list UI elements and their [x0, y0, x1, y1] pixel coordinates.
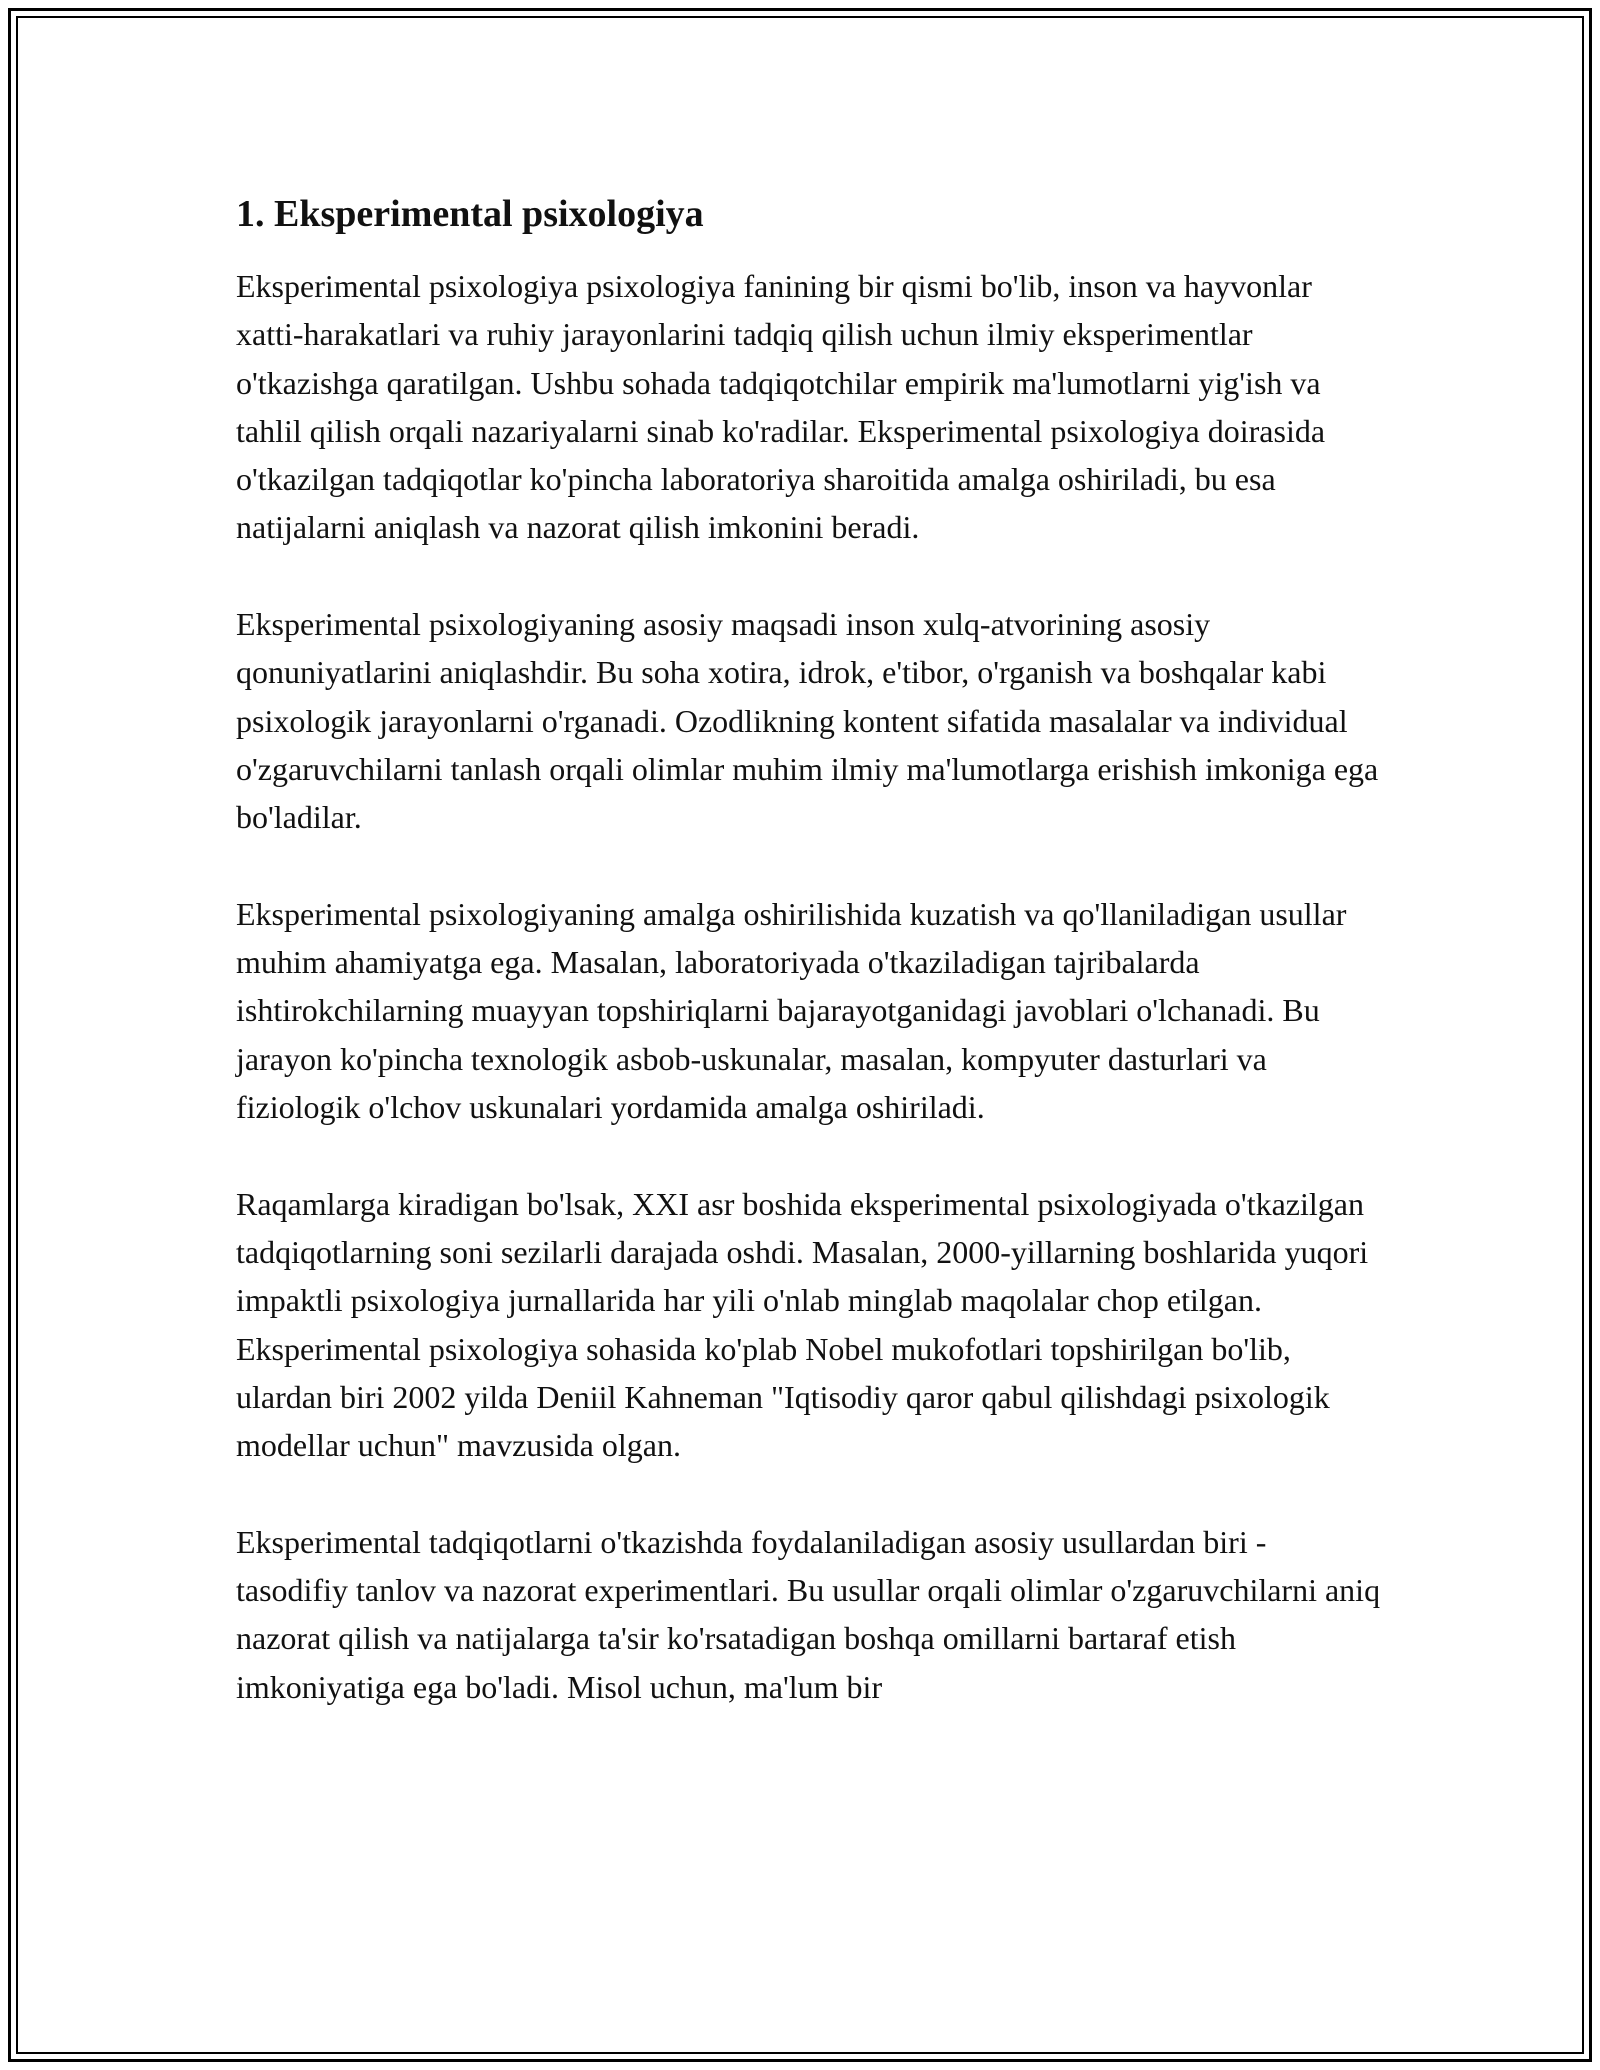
document-body: [236, 188, 1381, 1759]
paragraph-3: Eksperimental psixologiyaning amalga oshirilishida kuzatish va qo'llaniladigan usullar muhim ahamiyatga ega. Masalan, laboratoriyada o'tkaziladigan tajribalarda ishtirokchilarning muayyan topshiriqlarni bajarayotganidagi javoblari o'lchanadi. Bu jarayon ko'pincha texnologik asbob-uskunalar, masalan, kompyuter dasturlari va fiziologik o'lchov uskunalari yordamida amalga oshiriladi.: [236, 895, 1347, 1126]
section-heading: 1. Eksperimental psixologiya: [236, 193, 704, 235]
paragraph-2: Eksperimental psixologiyaning asosiy maqsadi inson xulq-atvorining asosiy qonuniyatlarini aniqlashdir. Bu soha xotira, idrok, e'tibor, o'rganish va boshqalar kabi psixologik jarayonlarni o'rganadi. Ozodlikning kontent sifatida masalalar va individual o'zgaruvchilarni tanlash orqali olimlar muhim ilmiy ma'lumotlarga erishish imkoniga ega bo'ladilar.: [236, 606, 1379, 836]
paragraph-4: Raqamlarga kiradigan bo'lsak, XXI asr boshida eksperimental psixologiyada o'tkazilgan tadqiqotlarning soni sezilarli darajada oshdi. Masalan, 2000-yillarning boshlarida yuqori impaktli psixologiya jurnallarida har yili o'nlab minglab maqolalar chop etilgan. Eksperimental psixologiya sohasida ko'plab Nobel mukofotlari topshirilgan bo'lib, ulardan biri 2002 yilda Deniil Kahneman "Iqtisodiy qaror qabul qilishdagi psixologik modellar uchun" mavzusida olgan.: [236, 1185, 1369, 1464]
paragraph-5: Eksperimental tadqiqotlarni o'tkazishda foydalaniladigan asosiy usullardan biri - tasodifiy tanlov va nazorat experimentlari. Bu usullar orqali olimlar o'zgaruvchilarni aniq nazorat qilish va natijalarga ta'sir ko'rsatadigan boshqa omillarni bartaraf etish imkoniyatiga ega bo'ladi. Misol uchun, ma'lum bir: [236, 1523, 1381, 1705]
paragraph-1: Eksperimental psixologiya psixologiya fanining bir qismi bo'lib, inson va hayvonlar xatti-harakatlari va ruhiy jarayonlarini tadqiq qilish uchun ilmiy eksperimentlar o'tkazishga qaratilgan. Ushbu sohada tadqiqotchilar empirik ma'lumotlarni yig'ish va tahlil qilish orqali nazariyalarni sinab ko'radilar. Eksperimental psixologiya doirasida o'tkazilgan tadqiqotlar ko'pincha laboratoriya sharoitida amalga oshiriladi, bu esa natijalarni aniqlash va nazorat qilish imkonini beradi.: [236, 268, 1326, 546]
